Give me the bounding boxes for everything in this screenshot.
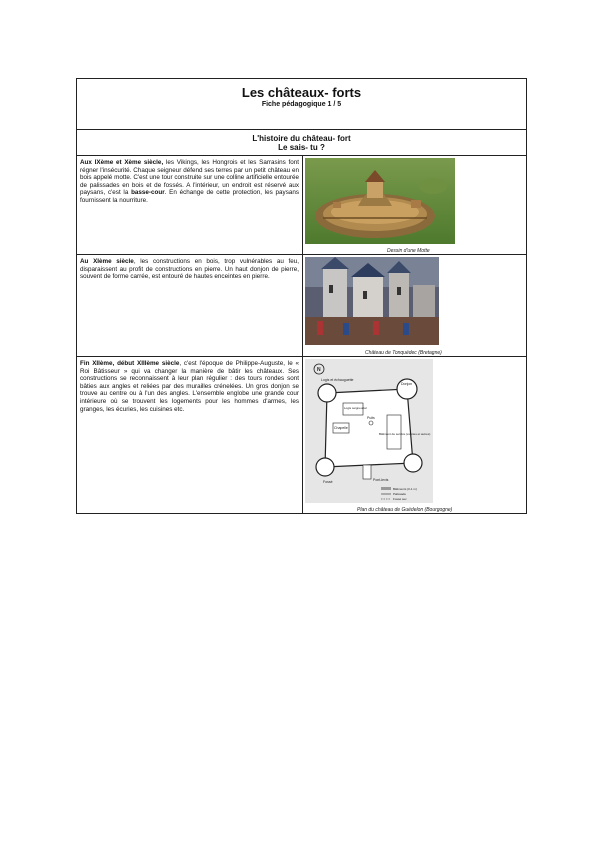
plan-label-pont: Pont-levis: [373, 478, 389, 482]
plan-label-donjon: Donjon: [401, 382, 413, 386]
plan-label-puits: Puits: [367, 416, 375, 420]
row-lead: Fin XIIème, début XIIIème siècle: [80, 360, 180, 367]
row-stone-castle: [77, 255, 526, 357]
row-body: , les constructions en bois, trop vulnérables au feu, disparaissent au profit de constructions en pierre. Un haut donjon de pierre, souvent de forme carrée, est entouré de hautes enceintes en pierre.: [80, 258, 299, 281]
row-illustration: [303, 255, 526, 356]
plan-legend-2: Palissade: [393, 492, 407, 496]
tonquedec-painting: [303, 255, 526, 357]
guedelon-caption: Plan du château de Guédelon (Bourgogne): [357, 507, 453, 513]
page-subtitle: Fiche pédagogique 1 / 5: [261, 101, 342, 108]
plan-label-logis: Logis et échauguette: [321, 378, 354, 382]
worksheet: [76, 78, 527, 514]
plan-label-fosse: Fossé: [323, 480, 333, 484]
section-heading: [77, 129, 526, 156]
plan-label-batiment: Bâtiment de service (écuries et autres): [379, 432, 431, 436]
plan-label-chapelle: Chapelle: [334, 426, 348, 430]
guedelon-plan: [303, 357, 526, 513]
row-text: [77, 156, 303, 254]
row-body: , c'est l'époque de Philippe-Auguste, le « Roi Bâtisseur » qui va changer la manière de bâtir les châteaux. Ses constructions se reconnaissent à leur plan régulier : des tours rondes sont bâties aux angles et reliées par des murailles crénelées. Un gros donjon se trouve au centre ou à l'un des angles. L'ensemble englobe une grande cour intérieure où se trouvent les logements pour les hommes d'armes, les granges, les écuries, les cuisines etc.: [80, 360, 299, 413]
plan-legend-3: Fossé sec: [393, 497, 407, 501]
row-body-end: . En échange de cette protection, les paysans fournissent la nourriture.: [80, 189, 299, 204]
row-illustration: [303, 156, 526, 254]
section-question: Le sais- tu ?: [278, 143, 325, 152]
row-body: les Vikings, les Hongrois et les Sarrasins font régner l'insécurité. Chaque seigneur défend ses terres par un petit château en bois appelé motte. C'est une tour construite sur une colline artificielle entourée de palissades en bois et de fossés. A l'intérieur, un endroit est réservé aux paysans, c'est la: [80, 159, 299, 197]
motte-caption: Dessin d'une Motte: [387, 248, 430, 254]
tonquedec-caption: Château de Tonquédec (Bretagne): [365, 350, 442, 356]
row-philippe-auguste: [77, 357, 526, 513]
row-text: [77, 255, 303, 356]
worksheet-header: [77, 79, 526, 130]
plan-legend-1: Bâtiments (0-1 m): [393, 487, 417, 491]
motte-drawing: [303, 156, 526, 255]
row-emphasis: basse-cour: [131, 189, 165, 197]
row-lead: Aux IXème et Xème siècle,: [80, 159, 164, 166]
section-title: L'histoire du château- fort: [252, 134, 351, 143]
row-text: [77, 357, 303, 513]
page-title: Les châteaux- forts: [241, 85, 362, 100]
row-illustration: [303, 357, 526, 513]
north-arrow-icon: N: [317, 367, 321, 373]
row-lead: Au XIème siècle: [80, 258, 134, 265]
plan-label-logis-seigneurial: Logis seigneurial: [344, 406, 367, 410]
row-motte: [77, 156, 526, 255]
